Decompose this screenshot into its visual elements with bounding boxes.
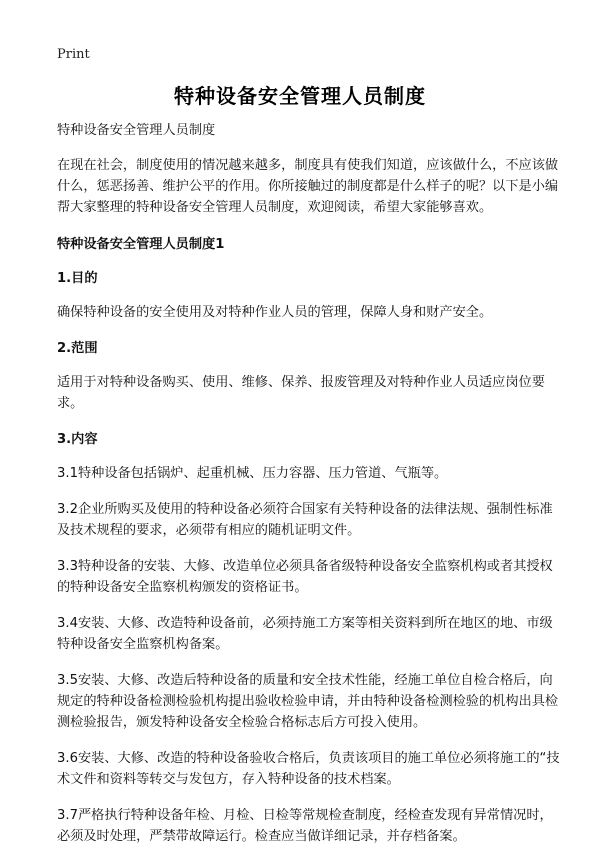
content-item: 3.4安装、大修、改造特种设备前，必须持施工方案等相关资料到所在地区的地、市级特种设备安全监察机构备案。	[57, 616, 553, 652]
content-item: 3.1特种设备包括锅炉、起重机械、压力容器、压力管道、气瓶等。	[57, 466, 448, 481]
heading-purpose: 1.目的	[57, 271, 98, 286]
content-item: 3.6安装、大修、改造的特种设备验收合格后，负责该项目的施工单位必须将施工的“技术文件和资料等转交与发包方，存入特种设备的技术档案。	[57, 751, 560, 787]
content-item: 3.2企业所购买及使用的特种设备必须符合国家有关特种设备的法律法规、强制性标准及技术规程的要求，必须带有相应的随机证明文件。	[57, 502, 553, 538]
content-item: 3.7严格执行特种设备年检、月检、日检等常规检查制度，经检查发现有异常情况时，必须及时处理，严禁带故障运行。检查应当做详细记录，并存档备案。	[57, 808, 553, 844]
scope-paragraph: 适用于对特种设备购买、使用、维修、保养、报废管理及对特种作业人员适应岗位要求。	[57, 375, 545, 411]
intro-paragraph: 在现在社会，制度使用的情况越来越多，制度具有使我们知道，应该做什么，不应该做什么，惩恶扬善、维护公平的作用。你所接触过的制度都是什么样子的呢？以下是小编帮大家整理的特种设备安全管理人员制度，欢迎阅读，希望大家能够喜欢。	[57, 158, 559, 215]
print-link[interactable]: Print	[57, 47, 90, 62]
document-body	[57, 120, 560, 862]
heading-scope: 2.范围	[57, 341, 98, 356]
content-item: 3.5安装、大修、改造后特种设备的质量和安全技术性能，经施工单位自检合格后，向规定的特种设备检测检验机构提出验收检验申请，并由特种设备检测检验的机构出具检测检验报告，颁发特种设备安全检验合格标志后方可投入使用。	[57, 673, 559, 730]
heading-content: 3.内容	[57, 432, 98, 447]
section-heading: 特种设备安全管理人员制度1	[57, 237, 225, 252]
page-title: 特种设备安全管理人员制度	[174, 84, 426, 108]
document-subtitle: 特种设备安全管理人员制度	[57, 123, 216, 138]
purpose-paragraph: 确保特种设备的安全使用及对特种作业人员的管理，保障人身和财产安全。	[57, 305, 493, 320]
content-item: 3.3特种设备的安装、大修、改造单位必须具备省级特种设备安全监察机构或者其授权的特种设备安全监察机构颁发的资格证书。	[57, 559, 553, 595]
